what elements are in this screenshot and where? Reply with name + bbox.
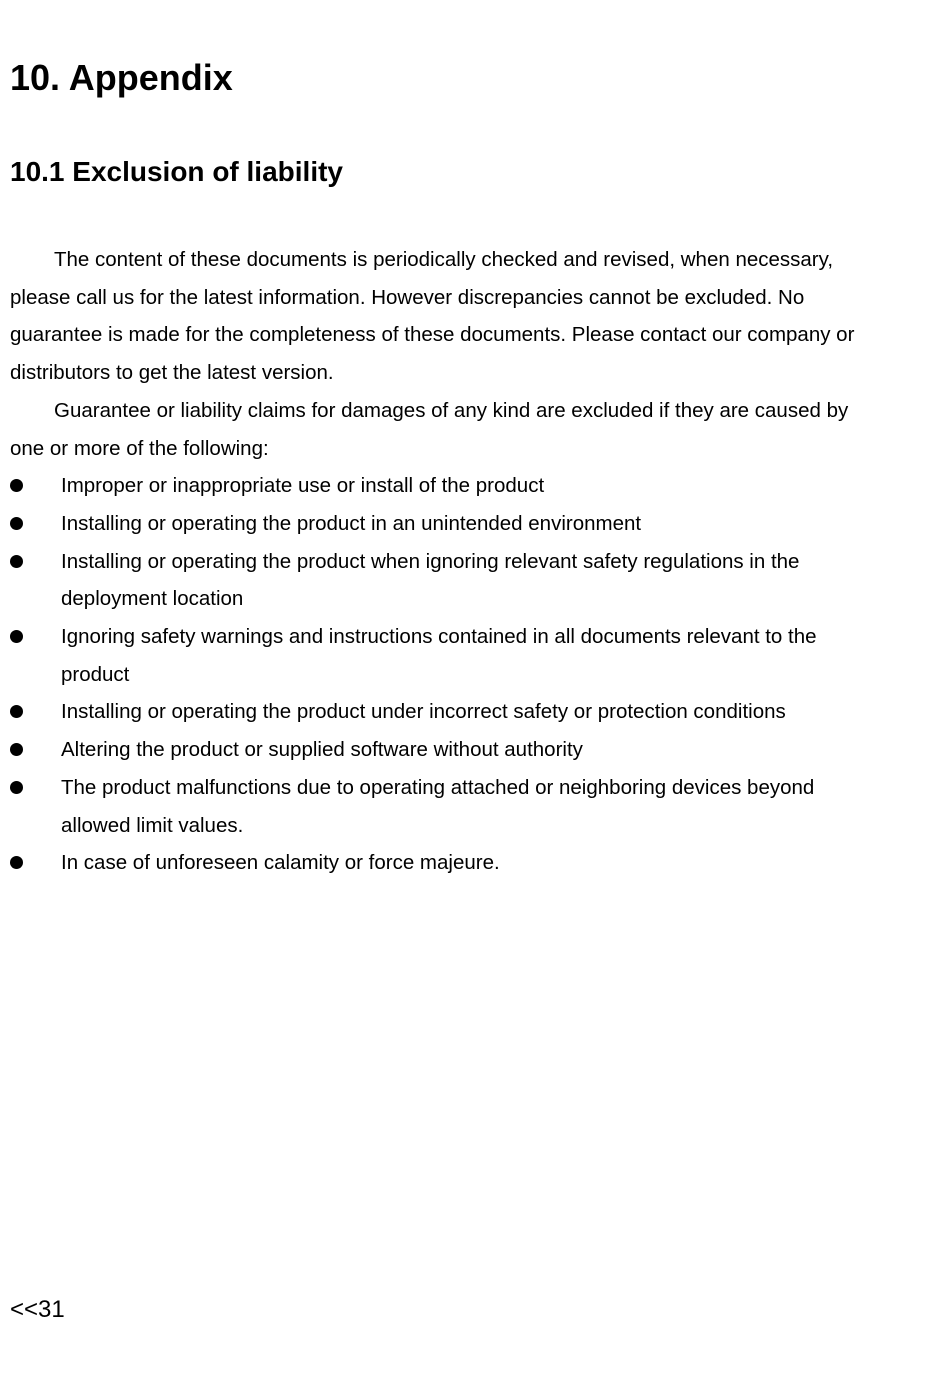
- list-item: [10, 769, 881, 844]
- list-item: [10, 731, 881, 769]
- list-item: [10, 844, 881, 882]
- bullet-icon: [10, 517, 23, 530]
- list-item: [10, 618, 881, 693]
- list-item: [10, 693, 881, 731]
- list-item-text: Ignoring safety warnings and instructions contained in all documents relevant to the product: [61, 625, 817, 686]
- list-item: [10, 505, 881, 543]
- body-text: [10, 241, 910, 882]
- list-item-text: In case of unforeseen calamity or force majeure.: [61, 851, 500, 875]
- subsection-heading: 10.1 Exclusion of liability: [10, 156, 343, 187]
- list-item-text: Installing or operating the product under incorrect safety or protection conditions: [61, 700, 786, 724]
- exclusion-list: [10, 467, 910, 882]
- page-number: <<31: [10, 1296, 65, 1323]
- bullet-icon: [10, 743, 23, 756]
- bullet-icon: [10, 479, 23, 492]
- list-item-text: Improper or inappropriate use or install of the product: [61, 474, 545, 498]
- section-heading: 10. Appendix: [10, 57, 233, 98]
- bullet-icon: [10, 555, 23, 568]
- list-item-text: Altering the product or supplied software without authority: [61, 738, 583, 762]
- list-item-text: The product malfunctions due to operating attached or neighboring devices beyond allowed limit values.: [61, 775, 815, 837]
- bullet-icon: [10, 630, 23, 643]
- list-item: [10, 467, 881, 505]
- list-item-text: Installing or operating the product when ignoring relevant safety regulations in the deployment location: [61, 549, 800, 611]
- bullet-icon: [10, 705, 23, 718]
- paragraph-liability-claims: Guarantee or liability claims for damages of any kind are excluded if they are caused by one or more of the following:: [10, 398, 849, 460]
- paragraph-revision-notice: The content of these documents is periodically checked and revised, when necessary, please call us for the latest information. However discrepancies cannot be excluded. No guarantee is made for the completeness of these documents. Please contact our company or distributors to get the latest version.: [10, 248, 855, 385]
- list-item: [10, 543, 881, 618]
- list-item-text: Installing or operating the product in an unintended environment: [61, 511, 642, 535]
- bullet-icon: [10, 856, 23, 869]
- bullet-icon: [10, 781, 23, 794]
